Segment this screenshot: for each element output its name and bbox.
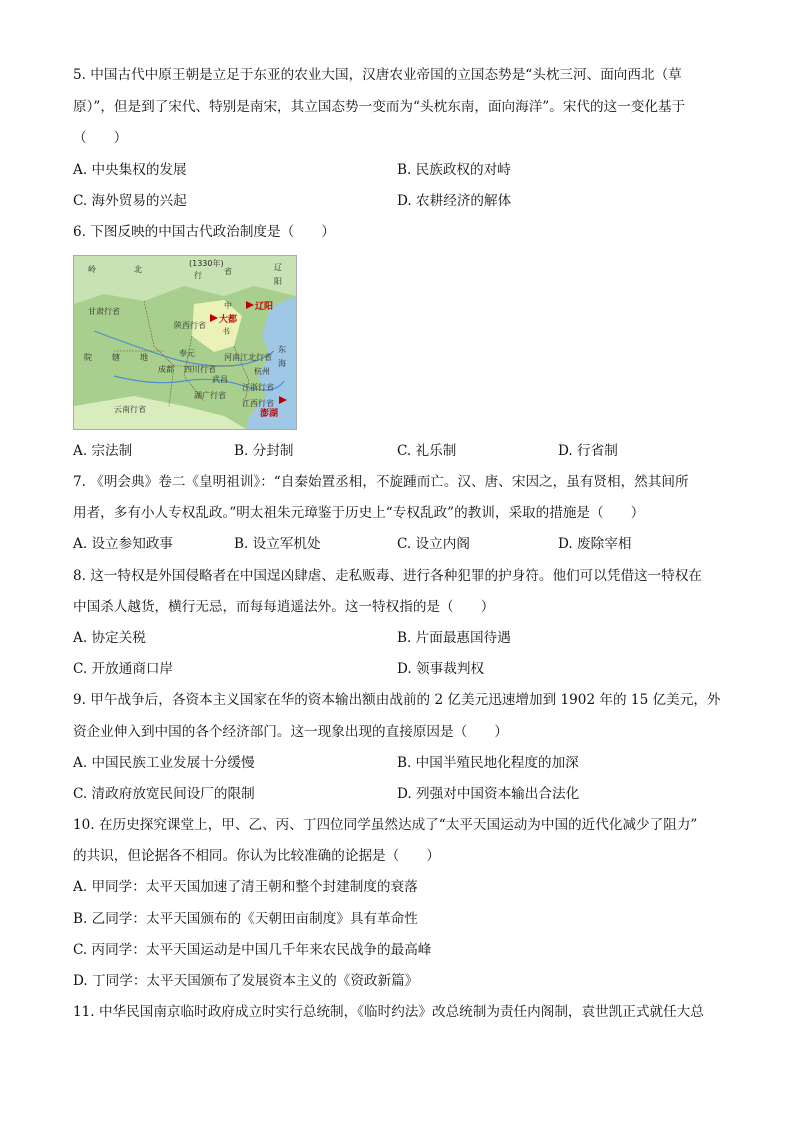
q7-option-a: A. 设立参知政事 bbox=[73, 536, 174, 552]
q11-line-1: 11. 中华民国南京临时政府成立时实行总统制，《临时约法》改总统制为责任内阁制，袁世凯正式就任大总 bbox=[73, 1004, 704, 1020]
map-label-jiangzhe: 江浙行省 bbox=[242, 383, 274, 392]
q7-option-c: C. 设立内阁 bbox=[397, 536, 470, 552]
map-label-hai: 海 bbox=[278, 359, 286, 368]
q5-option-d: D. 农耕经济的解体 bbox=[397, 193, 512, 209]
q10-line-2: 的共识，但论据各不相同。你认为比较准确的论据是（ ） bbox=[73, 848, 441, 864]
q7-option-b: B. 设立军机处 bbox=[234, 536, 321, 552]
map-label-sichuan: 四川行省 bbox=[184, 365, 216, 374]
yuan-dynasty-map bbox=[73, 255, 297, 430]
q10-option-c: C. 丙同学：太平天国运动是中国几千年来农民战争的最高峰 bbox=[73, 942, 432, 958]
q8-line-2: 中国杀人越货，横行无忌，而每每逍遥法外。这一特权指的是（ ） bbox=[73, 599, 495, 615]
q9-option-a: A. 中国民族工业发展十分缓慢 bbox=[73, 755, 255, 771]
map-label-wuchang: 武昌 bbox=[212, 375, 228, 384]
q5-option-c: C. 海外贸易的兴起 bbox=[73, 193, 187, 209]
map-label-di: 地 bbox=[140, 353, 148, 362]
q10-option-b: B. 乙同学：太平天国颁布的《天朝田亩制度》具有革命性 bbox=[73, 911, 418, 927]
map-label-liaoyang: 辽阳 bbox=[255, 302, 274, 312]
map-label-lingbei: 岭 bbox=[88, 265, 96, 274]
map-label-zhongshu-2: 书 bbox=[222, 327, 230, 336]
q6-option-c: C. 礼乐制 bbox=[397, 443, 457, 459]
q5-line-3: （ ） bbox=[73, 130, 128, 146]
q9-line-1: 9. 甲午战争后，各资本主义国家在华的资本输出额由战前的 2 亿美元迅速增加到 1902 年的 15 亿美元，外 bbox=[73, 692, 721, 708]
map-label-huguang: 湖广行省 bbox=[194, 391, 226, 400]
map-label-xing: 行 bbox=[194, 271, 202, 280]
q5-line-1: 5. 中国古代中原王朝是立足于东亚的农业大国，汉唐农业帝国的立国态势是“头枕三河、面向西北（草 bbox=[73, 67, 682, 83]
q8-option-b: B. 片面最惠国待遇 bbox=[397, 630, 511, 646]
q9-option-d: D. 列强对中国资本输出合法化 bbox=[397, 786, 580, 802]
q5-option-a: A. 中央集权的发展 bbox=[73, 162, 187, 178]
q10-option-a: A. 甲同学：太平天国加速了清王朝和整个封建制度的衰落 bbox=[73, 879, 418, 895]
q6-line-1: 6. 下图反映的中国古代政治制度是（ ） bbox=[73, 224, 335, 240]
map-label-jiangxi: 江西行省 bbox=[242, 399, 274, 408]
map-label-hangzhou: 杭州 bbox=[254, 367, 270, 376]
map-label-yang: 阳 bbox=[274, 277, 282, 286]
q8-line-1: 8. 这一特权是外国侵略者在中国逞凶肆虐、走私贩毒、进行各种犯罪的护身符。他们可以凭借这一特权在 bbox=[73, 568, 703, 584]
q9-line-2: 资企业伸入到中国的各个经济部门。这一现象出现的直接原因是（ ） bbox=[73, 724, 508, 740]
map-label-year: (1330年) bbox=[189, 259, 224, 268]
q7-line-2: 用者，多有小人专权乱政。”明太祖朱元璋鉴于历史上“专权乱政”的教训，采取的措施是（ ） bbox=[73, 505, 645, 521]
q5-line-2: 原）”，但是到了宋代、特别是南宋，其立国态势一变而为“头枕东南，面向海洋”。宋代的这一变化基于 bbox=[73, 99, 686, 115]
q9-option-b: B. 中国半殖民地化程度的加深 bbox=[397, 755, 579, 771]
q8-option-a: A. 协定关税 bbox=[73, 630, 146, 646]
q7-line-1: 7. 《明会典》卷二《皇明祖训》：“自秦始置丞相，不旋踵而亡。汉、唐、宋因之，虽有贤相，然其间所 bbox=[73, 474, 689, 490]
q6-option-a: A. 宗法制 bbox=[73, 443, 133, 459]
map-label-bei: 北 bbox=[134, 265, 142, 274]
map-svg bbox=[74, 256, 296, 429]
q9-option-c: C. 清政府放宽民间设厂的限制 bbox=[73, 786, 255, 802]
map-label-liao: 辽 bbox=[274, 263, 282, 272]
map-label-gansu: 甘肃行省 bbox=[88, 307, 120, 316]
q8-option-d: D. 领事裁判权 bbox=[397, 661, 485, 677]
map-label-dong: 东 bbox=[278, 345, 286, 354]
map-label-xia: 辖 bbox=[112, 353, 120, 362]
map-label-penghu: 澎湖 bbox=[260, 409, 279, 419]
q10-line-1: 10. 在历史探究课堂上，甲、乙、丙、丁四位同学虽然达成了“太平天国运动为中国的近代化减少了阻力” bbox=[73, 817, 698, 833]
q6-option-d: D. 行省制 bbox=[558, 443, 618, 459]
map-label-henan: 河南江北行省 bbox=[224, 353, 272, 362]
q5-option-b: B. 民族政权的对峙 bbox=[397, 162, 511, 178]
map-label-dadu: 大都 bbox=[219, 315, 238, 325]
map-label-chengdu: 成都 bbox=[158, 365, 174, 374]
map-label-yuan: 院 bbox=[84, 353, 92, 362]
map-label-fengyuan: 奉元 bbox=[179, 349, 195, 358]
map-label-yunnan: 云南行省 bbox=[114, 405, 146, 414]
map-label-shaanxi: 陕西行省 bbox=[174, 321, 206, 330]
q10-option-d: D. 丁同学：太平天国颁布了发展资本主义的《资政新篇》 bbox=[73, 973, 419, 989]
q6-option-b: B. 分封制 bbox=[234, 443, 294, 459]
q8-option-c: C. 开放通商口岸 bbox=[73, 661, 174, 677]
q7-option-d: D. 废除宰相 bbox=[558, 536, 632, 552]
map-label-zhongshu-1: 中 bbox=[224, 301, 232, 310]
map-label-sheng: 省 bbox=[224, 267, 232, 276]
